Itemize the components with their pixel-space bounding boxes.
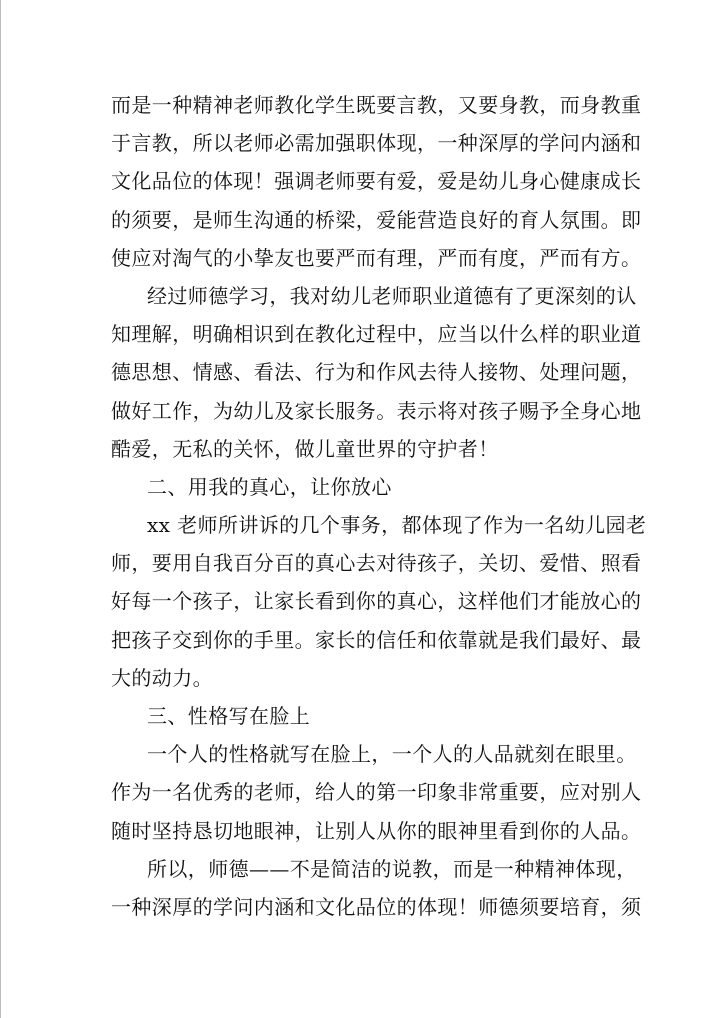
body-text: [111, 86, 647, 926]
text-line: 好每一个孩子，让家长看到你的真心，这样他们才能放心的: [111, 589, 642, 614]
text-line: 大的动力。: [111, 665, 213, 690]
text-line: 使应对淘气的小挚友也要严而有理，严而有度，严而有方。: [111, 245, 642, 270]
text-line: 的须要，是师生沟通的桥梁，爱能营造良好的育人氛围。即: [111, 207, 642, 232]
page-left-border: [0, 0, 1, 1018]
paragraph-start-line: 一个人的性格就写在脸上，一个人的人品就刻在眼里。: [147, 742, 637, 767]
text-line: 师，要用自我百分百的真心去对待孩子，关切、爱惜、照看: [111, 551, 642, 576]
text-line: 一种深厚的学问内涵和文化品位的体现！师德须要培育，须: [111, 894, 642, 919]
paragraph-start-line: 所以，师德——不是简洁的说教，而是一种精神体现，: [147, 856, 637, 881]
text-line: 文化品位的体现！强调老师要有爱，爱是幼儿身心健康成长: [111, 169, 642, 194]
text-line: 把孩子交到你的手里。家长的信任和依靠就是我们最好、最: [111, 627, 642, 652]
text-line: 酷爱，无私的关怀，做儿童世界的守护者！: [111, 436, 499, 461]
section-heading: 三、性格写在脸上: [147, 704, 311, 728]
text-line: 而是一种精神老师教化学生既要言教，又要身教，而身教重: [111, 93, 642, 117]
text-line: 作为一名优秀的老师，给人的第一印象非常重要，应对别人: [111, 780, 642, 805]
section-heading: 二、用我的真心，让你放心: [147, 474, 392, 499]
text-line: 随时坚持恳切地眼神，让别人从你的眼神里看到你的人品。: [111, 818, 642, 843]
paragraph-start-line: xx 老师所讲诉的几个事务，都体现了作为一名幼儿园老: [147, 513, 647, 538]
paragraph-start-line: 经过师德学习，我对幼儿老师职业道德有了更深刻的认: [147, 283, 637, 308]
text-line: 知理解，明确相识到在教化过程中，应当以什么样的职业道: [111, 322, 642, 347]
text-line: 德思想、情感、看法、行为和作风去待人接物、处理问题，: [111, 360, 642, 385]
text-line: 做好工作，为幼儿及家长服务。表示将对孩子赐予全身心地: [111, 398, 642, 423]
text-line: 于言教，所以老师必需加强职体现，一种深厚的学问内涵和: [111, 131, 642, 156]
